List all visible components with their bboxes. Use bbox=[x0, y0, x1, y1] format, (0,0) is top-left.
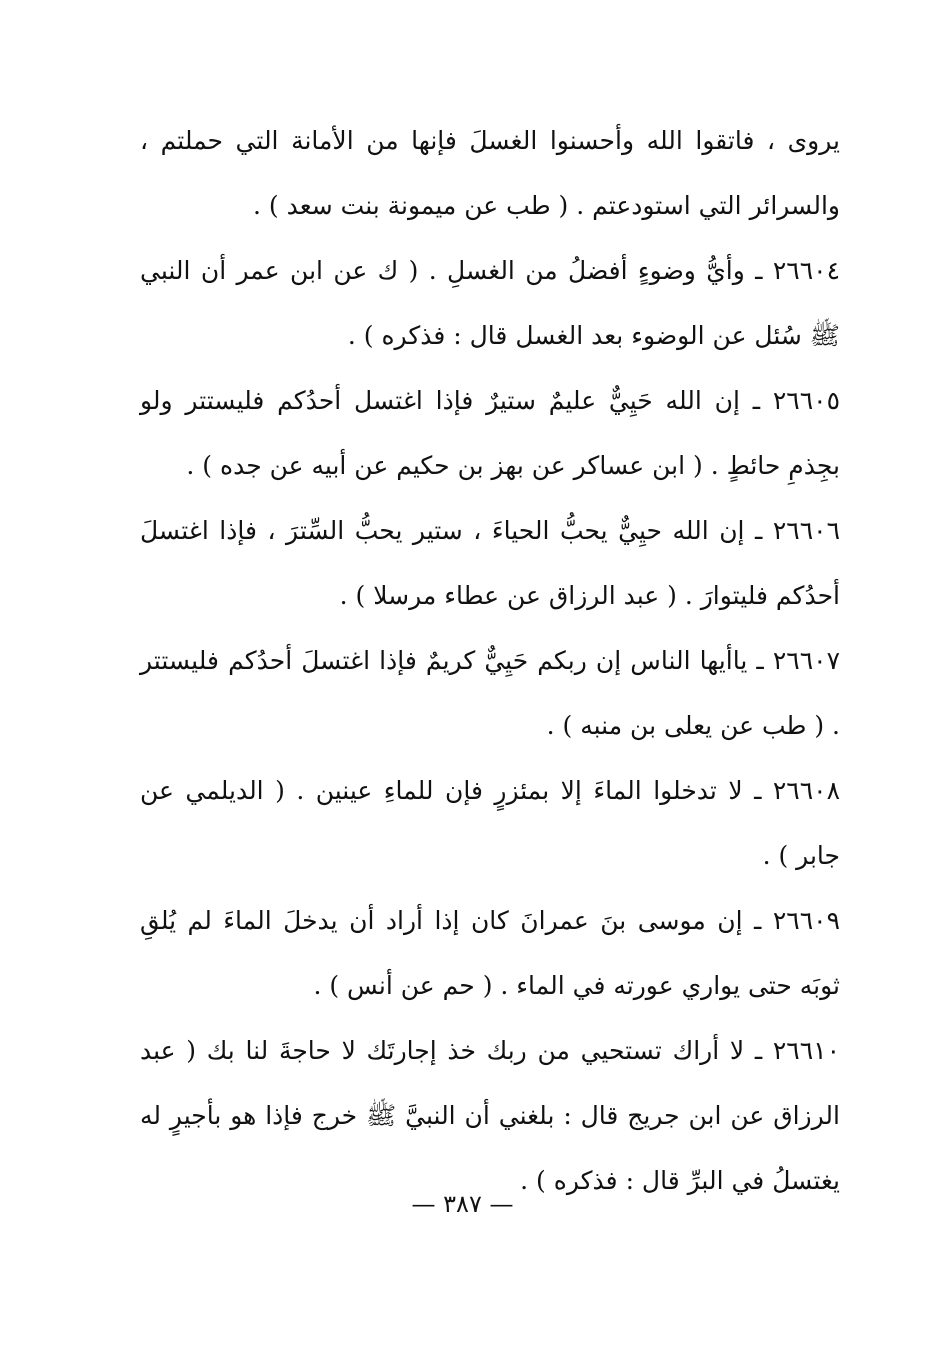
hadith-26607: ٢٦٦٠٧ ـ ياأيها الناس إن ربكم حَيِيٌّ كريمٌ فإذا اغتسلَ أحدُكم فليستتر . ( طب عن يعلى بن منبه ) . bbox=[140, 646, 840, 740]
hadith-26605: ٢٦٦٠٥ ـ إن الله حَيِيٌّ عليمٌ ستيرٌ فإذا اغتسل أحدُكم فليستتر ولو بجِذمِ حائطٍ . ( ابن عساكر عن بهز بن حكيم عن أبيه عن جده ) . bbox=[140, 386, 840, 480]
paragraph-continuation: يروى ، فاتقوا الله وأحسنوا الغسلَ فإنها من الأمانة التي حملتم ، والسرائر التي استودعتم . ( طب عن ميمونة بنت سعد ) . bbox=[140, 126, 840, 220]
body-text bbox=[140, 108, 840, 1213]
hadith-26606: ٢٦٦٠٦ ـ إن الله حيِيٌّ يحبُّ الحياءَ ، ستير يحبُّ السِّترَ ، فإذا اغتسلَ أحدُكم فليتوارَ . ( عبد الرزاق عن عطاء مرسلا ) . bbox=[140, 516, 840, 610]
hadith-26608: ٢٦٦٠٨ ـ لا تدخلوا الماءَ إلا بمئزرٍ فإن للماءِ عينين . ( الديلمي عن جابر ) . bbox=[140, 776, 840, 870]
hadith-26610: ٢٦٦١٠ ـ لا أراك تستحيي من ربك خذ إجارتَك لا حاجةَ لنا بك ( عبد الرزاق عن ابن جريج قال : بلغني أن النبيَّ ﷺ خرج فإذا هو بأجيرٍ له يغتسلُ في البرِّ قال : فذكره ) . bbox=[140, 1036, 840, 1195]
hadith-26609: ٢٦٦٠٩ ـ إن موسى بنَ عمرانَ كان إذا أراد أن يدخلَ الماءَ لم يُلقِ ثوبَه حتى يواري عورته في الماء . ( حم عن أنس ) . bbox=[140, 906, 840, 1000]
hadith-26604: ٢٦٦٠٤ ـ وأيُّ وضوءٍ أفضلُ من الغسلِ . ( ك عن ابن عمر أن النبي ﷺ سُئل عن الوضوء بعد الغسل قال : فذكره ) . bbox=[140, 256, 840, 350]
page-number: — ٣٨٧ — bbox=[411, 1190, 514, 1218]
